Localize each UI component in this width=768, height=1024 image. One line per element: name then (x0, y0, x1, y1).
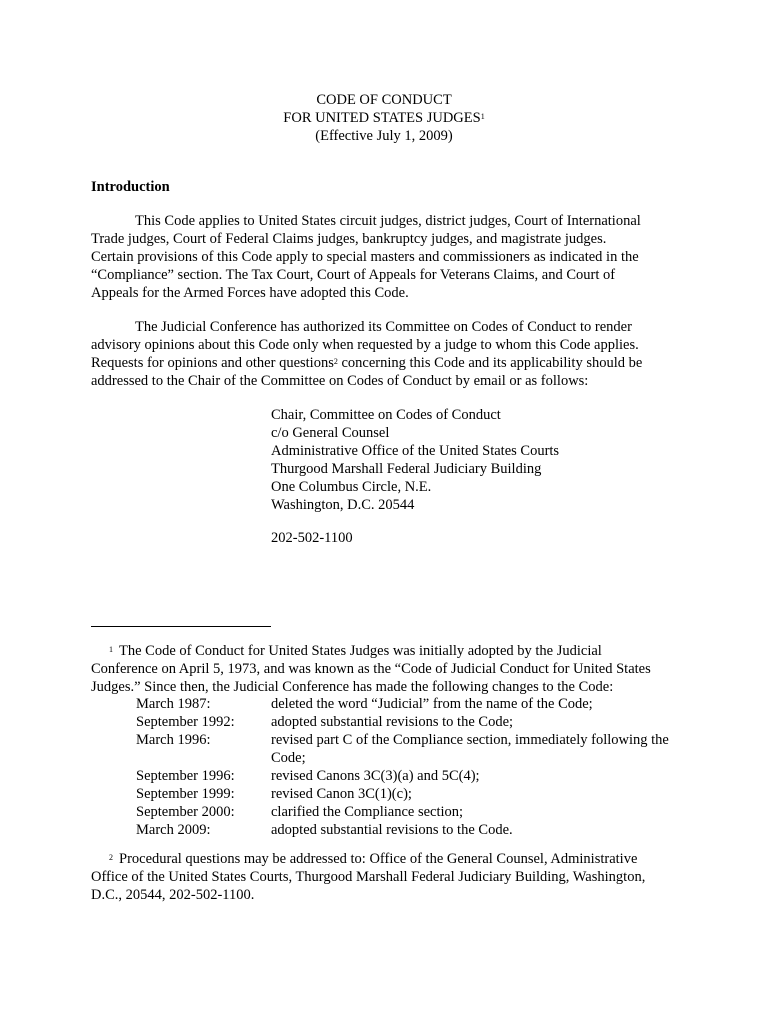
para1-line-4: “Compliance” section. The Tax Court, Court of Appeals for Veterans Claims, and Court of (91, 267, 616, 283)
footnote-ref-2: 2 (333, 357, 338, 366)
address-line-4: Thurgood Marshall Federal Judiciary Building (271, 461, 542, 477)
list-item (136, 713, 671, 731)
para1-line-1: This Code applies to United States circuit judges, district judges, Court of International (135, 213, 641, 229)
change-date: September 1992: (136, 714, 235, 730)
change-description: revised part C of the Compliance section, immediately following the Code; (271, 732, 669, 766)
para1-line-2: Trade judges, Court of Federal Claims judges, bankruptcy judges, and magistrate judges. (91, 231, 607, 247)
para2-line-3-a: Requests for opinions and other questions (91, 355, 334, 371)
fn1-line-1-text: The Code of Conduct for United States Judges was initially adopted by the Judicial (119, 643, 602, 659)
effective-date: (Effective July 1, 2009) (315, 128, 453, 144)
list-item (136, 821, 671, 839)
title-line-2 (0, 109, 768, 127)
change-date: March 1996: (136, 732, 211, 748)
address-line-1: Chair, Committee on Codes of Conduct (271, 407, 501, 423)
fn1-line-3: Judges.” Since then, the Judicial Conference has made the following changes to the Code: (91, 679, 614, 695)
fn2-mark: 2 (109, 853, 113, 862)
fn2-line-1-text: Procedural questions may be addressed to: Office of the General Counsel, Administrative (119, 851, 638, 867)
change-description: revised Canon 3C(1)(c); (271, 786, 412, 802)
intro-paragraph-2 (91, 318, 691, 390)
list-item (136, 695, 671, 713)
fn1-mark: 1 (109, 645, 113, 654)
address-line-2: c/o General Counsel (271, 425, 390, 441)
footnote-2 (91, 850, 691, 904)
change-description: adopted substantial revisions to the Code; (271, 714, 514, 730)
fn1-line-1 (91, 642, 691, 660)
para1-line-3: Certain provisions of this Code apply to special masters and commissioners as indicated in the (91, 249, 639, 265)
para1-line-5: Appeals for the Armed Forces have adopted this Code. (91, 285, 409, 301)
code-changes-list (136, 695, 671, 839)
address-line-3: Administrative Office of the United States Courts (271, 443, 560, 459)
change-description: adopted substantial revisions to the Code. (271, 822, 513, 838)
section-heading-introduction: Introduction (91, 179, 170, 195)
para2-line-1: The Judicial Conference has authorized its Committee on Codes of Conduct to render (135, 319, 632, 335)
para2-line-3-b: concerning this Code and its applicability should be (337, 355, 643, 371)
fn2-line-1 (91, 850, 691, 868)
footnote-1 (91, 642, 691, 696)
title-line-1: CODE OF CONDUCT (316, 92, 452, 108)
fn2-line-3: D.C., 20544, 202-502-1100. (91, 887, 255, 903)
change-date: March 1987: (136, 696, 211, 712)
list-item (136, 803, 671, 821)
fn1-line-2: Conference on April 5, 1973, and was known as the “Code of Judicial Conduct for United States (91, 661, 651, 677)
para2-line-4: addressed to the Chair of the Committee on Codes of Conduct by email or as follows: (91, 373, 589, 389)
footnote-separator (91, 626, 271, 627)
footnote-ref-1: 1 (480, 112, 485, 121)
change-description: clarified the Compliance section; (271, 804, 464, 820)
mailing-address (271, 406, 559, 514)
change-description: revised Canons 3C(3)(a) and 5C(4); (271, 768, 480, 784)
para2-line-3 (91, 354, 691, 372)
address-line-5: One Columbus Circle, N.E. (271, 479, 432, 495)
address-line-6: Washington, D.C. 20544 (271, 497, 415, 513)
list-item (136, 767, 671, 785)
document-title (0, 91, 768, 145)
para2-line-2: advisory opinions about this Code only when requested by a judge to whom this Code applies. (91, 337, 639, 353)
change-date: September 1999: (136, 786, 235, 802)
change-date: September 1996: (136, 768, 235, 784)
intro-paragraph-1 (91, 212, 691, 302)
phone-number: 202-502-1100 (271, 530, 353, 546)
change-description: deleted the word “Judicial” from the name of the Code; (271, 696, 593, 712)
fn2-line-2: Office of the United States Courts, Thurgood Marshall Federal Judiciary Building, Washington, (91, 869, 646, 885)
list-item (136, 731, 671, 767)
change-date: March 2009: (136, 822, 211, 838)
change-date: September 2000: (136, 804, 235, 820)
title-line-2-text: FOR UNITED STATES JUDGES (283, 110, 481, 126)
list-item (136, 785, 671, 803)
